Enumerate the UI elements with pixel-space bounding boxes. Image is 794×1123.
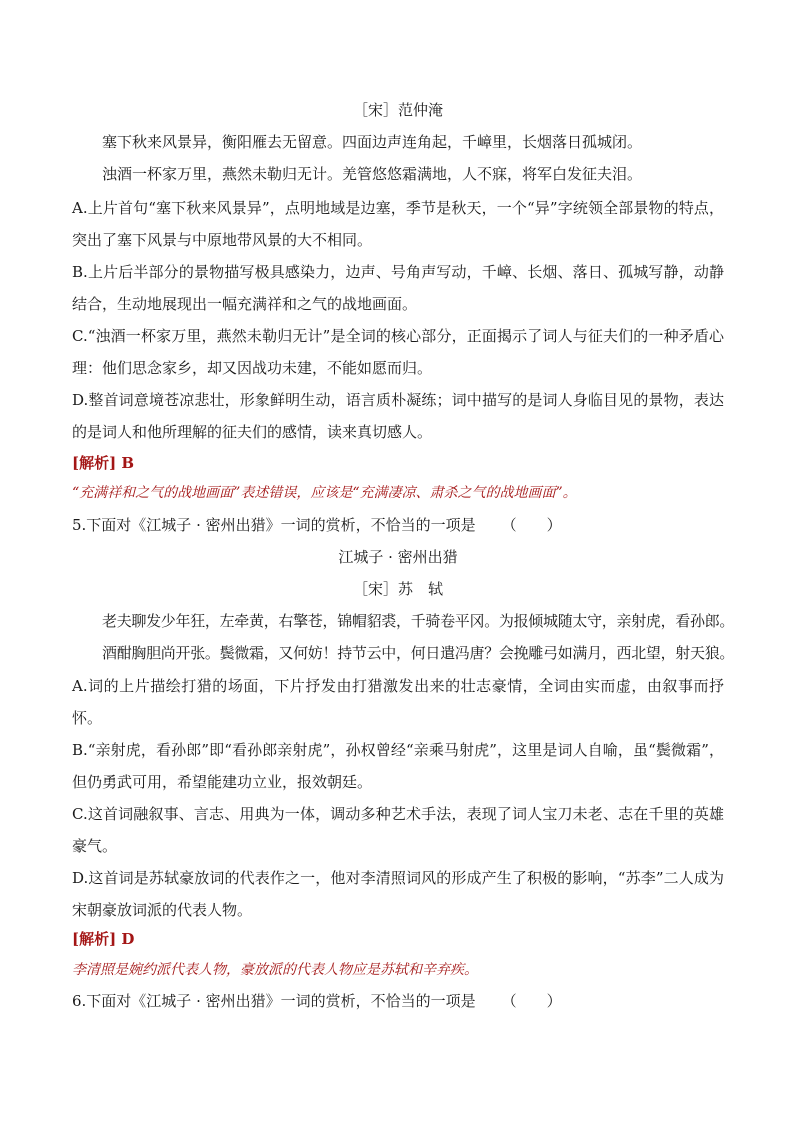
q5-option-a: A.词的上片描绘打猎的场面，下片抒发由打猎激发出来的壮志豪情，全词由实而虚，由叙事而抒怀。 [72,677,724,727]
q5-question [72,514,724,536]
q4-option-c: C.“浊酒一杯家万里，燕然未勒归无计”是全词的核心部分，正面揭示了词人与征夫们的一种矛盾心理：他们思念家乡，却又因战功未建，不能如愿而归。 [72,327,724,377]
document-page [72,0,735,1123]
q5-poem-line2: 酒酣胸胆尚开张。鬓微霜，又何妨！持节云中，何日遣冯唐？会挽雕弓如满月，西北望，射天狼。 [102,644,735,662]
q5-poem-line1: 老夫聊发少年狂，左牵黄，右擎苍，锦帽貂裘，千骑卷平冈。为报倾城随太守，亲射虎，看孙郎。 [102,612,735,630]
q6-question-text: 6.下面对《江城子 · 密州出猎》一词的赏析，不恰当的一项是 [72,992,476,1010]
q4-answer: [解析] B [72,454,135,472]
q6-question [72,990,724,1012]
q4-option-d: D.整首词意境苍凉悲壮，形象鲜明生动，语言质朴凝练；词中描写的是词人身临目见的景物，表达的是词人和他所理解的征夫们的感情，读来真切感人。 [72,391,724,441]
q4-option-b: B.上片后半部分的景物描写极具感染力，边声、号角声写动，千嶂、长烟、落日、孤城写静，动静结合，生动地展现出一幅充满祥和之气的战地画面。 [72,263,724,313]
q5-option-d: D.这首词是苏轼豪放词的代表作之一，他对李清照词风的形成产生了积极的影响，“苏李”二人成为宋朝豪放词派的代表人物。 [72,869,724,919]
q5-answer: [解析] D [72,930,135,948]
q5-poem-title: 江城子 · 密州出猎 [338,548,458,566]
q6-answer-paren: （ ） [501,992,562,1010]
q5-question-text: 5.下面对《江城子 · 密州出猎》一词的赏析，不恰当的一项是 [72,516,476,534]
q4-explanation: “充满祥和之气的战地画面”表述错误，应该是“充满凄凉、肃杀之气的战地画面”。 [72,485,577,501]
q4-option-a: A.上片首句“塞下秋来风景异”，点明地域是边塞，季节是秋天，一个“异”字统领全部景物的特点，突出了塞下风景与中原地带风景的大不相同。 [72,199,724,249]
poem1-author: ［宋］范仲淹 [352,101,443,119]
q5-option-c: C.这首词融叙事、言志、用典为一体，调动多种艺术手法，表现了词人宝刀未老、志在千里的英雄豪气。 [72,805,724,855]
poem1-line2: 浊酒一杯家万里，燕然未勒归无计。羌管悠悠霜满地，人不寐，将军白发征夫泪。 [102,165,643,183]
q5-option-b: B.“亲射虎，看孙郎”即“看孙郎亲射虎”，孙权曾经“亲乘马射虎”，这里是词人自喻，虽“鬓微霜”，但仍勇武可用，希望能建功立业，报效朝廷。 [72,741,724,791]
q5-explanation: 李清照是婉约派代表人物，豪放派的代表人物应是苏轼和辛弃疾。 [72,962,478,978]
q5-answer-paren: （ ） [501,516,562,534]
q5-poem-author: ［宋］苏 轼 [352,580,443,598]
poem1-line1: 塞下秋来风景异，衡阳雁去无留意。四面边声连角起，千嶂里，长烟落日孤城闭。 [102,133,643,151]
